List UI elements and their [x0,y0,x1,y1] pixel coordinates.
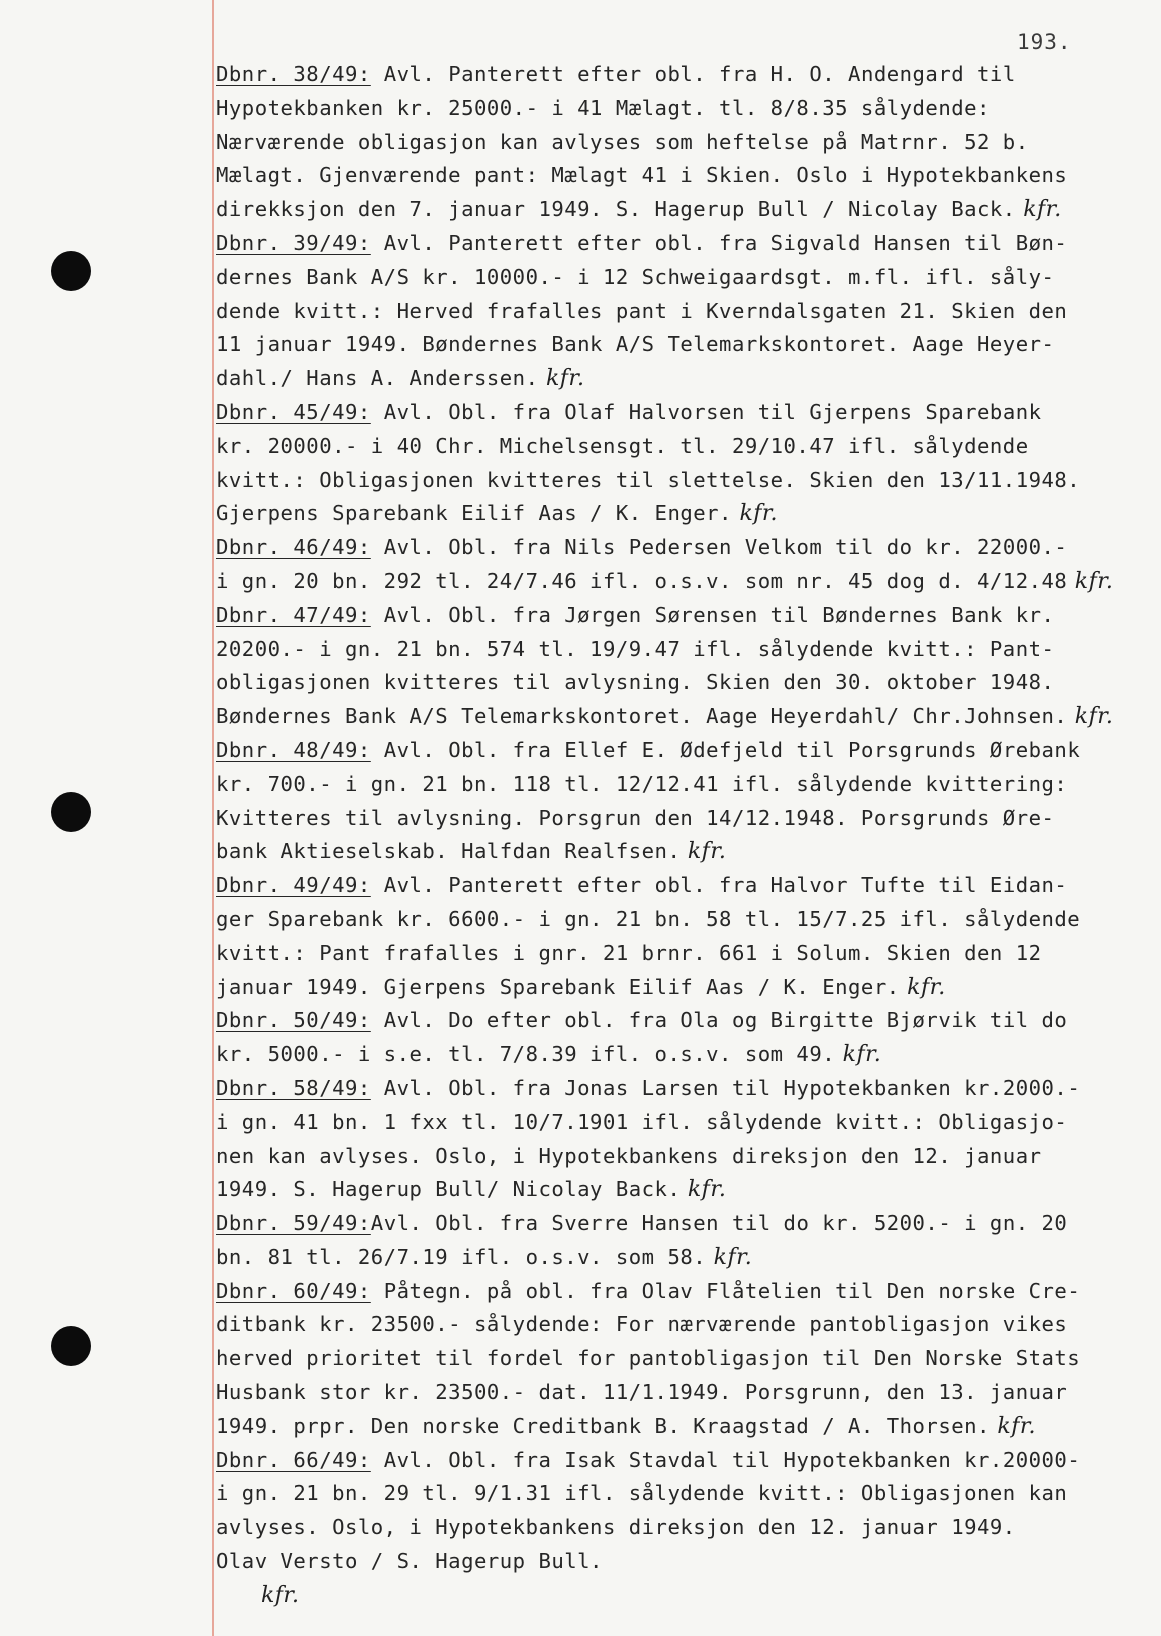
line-text: Avl. Obl. fra Ellef E. Ødefjeld til Porsgrunds Ørebank [370,737,1081,762]
line-text: bn. 81 tl. 26/7.19 ifl. o.s.v. som 58. [216,1244,707,1269]
line-text: januar 1949. Gjerpens Sparebank Eilif Aas / K. Enger. [216,974,900,999]
page-number: 193. [1017,30,1072,54]
handwritten-initials: kfr. [899,974,946,1000]
entry-reference: Dbnr. 45/49: [216,399,371,424]
entry-reference: Dbnr. 48/49: [216,737,371,762]
line-text: Avl. Obl. fra Jørgen Sørensen til Bøndernes Bank kr. [370,602,1055,627]
handwritten-initials: kfr. [1067,704,1114,730]
text-line [216,903,1146,937]
entry-reference: Dbnr. 49/49: [216,873,371,898]
entry-reference: Dbnr. 60/49: [216,1278,371,1303]
text-line [216,1410,1146,1444]
entry-reference: Dbnr. 50/49: [216,1008,371,1033]
line-text: Avl. Panterett efter obl. fra H. O. Andengard til [370,62,1016,86]
line-text: kr. 20000.- i 40 Chr. Michelsensgt. tl. 29/10.47 ifl. sålydende [216,433,1029,458]
text-line [216,869,1146,903]
line-text: Avl. Panterett efter obl. fra Sigvald Hansen til Bøn- [370,230,1068,255]
punch-hole [51,251,91,291]
line-text: Avl. Obl. fra Jonas Larsen til Hypotekbanken kr.2000.- [370,1075,1081,1100]
line-text: i gn. 20 bn. 292 tl. 24/7.46 ifl. o.s.v. som nr. 45 dog d. 4/12.48 [216,568,1068,593]
line-text: obligasjonen kvitteres til avlysning. Skien den 30. oktober 1948. [216,670,1055,695]
text-line [216,1004,1146,1038]
punch-hole [51,1326,91,1366]
text-line [216,159,1146,193]
text-line [216,599,1146,633]
line-text: Avl. Panterett efter obl. fra Halvor Tufte til Eidan- [370,873,1068,898]
handwritten-initials: kfr. [731,501,779,527]
text-line [216,1275,1146,1309]
line-text: bank Aktieselskab. Halfdan Realfsen. [216,839,681,864]
handwritten-initials: kfr. [989,1413,1036,1439]
text-line [216,1207,1146,1241]
margin-rule [212,0,214,1636]
line-text: Avl. Do efter obl. fra Ola og Birgitte Bjørvik til do [370,1008,1068,1033]
handwritten-initials: kfr. [1015,197,1062,223]
text-line [216,565,1146,599]
text-line [216,1477,1146,1511]
line-text: Påtegn. på obl. fra Olav Flåtelien til Den norske Cre- [370,1278,1081,1303]
line-text: 1949. S. Hagerup Bull/ Nicolay Back. [216,1177,681,1202]
ledger-text [216,58,1146,1613]
line-text: Avl. Obl. fra Nils Pedersen Velkom til do kr. 22000.- [370,535,1068,560]
text-line [216,1545,1146,1579]
text-line [216,802,1146,836]
line-text: i gn. 21 bn. 29 tl. 9/1.31 ifl. sålydende kvitt.: Obligasjonen kan [216,1481,1068,1506]
line-text: Husbank stor kr. 23500.- dat. 11/1.1949. Porsgrunn, den 13. januar [216,1380,1068,1405]
text-line [216,328,1146,362]
line-text: Bøndernes Bank A/S Telemarkskontoret. Aage Heyerdahl/ Chr.Johnsen. [216,704,1068,729]
handwritten-initials: kfr. [538,366,585,392]
line-text: Mælagt. Gjenværende pant: Mælagt 41 i Skien. Oslo i Hypotekbankens [216,163,1068,188]
entry-reference: Dbnr. 58/49: [216,1075,371,1100]
text-line [216,227,1146,261]
line-text: 1949. prpr. Den norske Creditbank B. Kraagstad / A. Thorsen. [216,1413,990,1438]
entry-reference: Dbnr. 39/49: [216,230,371,255]
text-line [216,666,1146,700]
line-text: kvitt.: Obligasjonen kvitteres til slettelse. Skien den 13/11.1948. [216,467,1081,492]
text-line [216,58,1146,92]
line-text: i gn. 41 bn. 1 fxx tl. 10/7.1901 ifl. sålydende kvitt.: Obligasjo- [216,1109,1068,1134]
text-line [216,497,1146,531]
handwritten-initials: kfr. [216,1582,300,1608]
line-text: nen kan avlyses. Oslo, i Hypotekbankens direksjon den 12. januar [216,1143,1042,1168]
text-line [216,835,1146,869]
line-text: kr. 700.- i gn. 21 bn. 118 tl. 12/12.41 ifl. sålydende kvittering: [216,771,1068,796]
text-line [216,971,1146,1005]
text-line [216,1308,1146,1342]
text-line [216,1140,1146,1174]
handwritten-initials: kfr. [680,1177,727,1203]
line-text: Avl. Obl. fra Olaf Halvorsen til Gjerpens Sparebank [370,399,1042,424]
punch-hole [51,792,91,832]
text-line [216,464,1146,498]
text-line [216,193,1146,227]
line-text: 11 januar 1949. Bøndernes Bank A/S Telemarkskontoret. Aage Heyer- [216,332,1055,357]
line-text: ditbank kr. 23500.- sålydende: For nærværende pantobligasjon vikes [216,1312,1068,1337]
entry-reference: Dbnr. 47/49: [216,602,371,627]
text-line [216,126,1146,160]
line-text: Nærværende obligasjon kan avlyses som heftelse på Matrnr. 52 b. [216,129,1029,154]
text-line [216,700,1146,734]
text-line [216,362,1146,396]
line-text: Hypotekbanken kr. 25000.- i 41 Mælagt. tl. 8/8.35 sålydende: [216,95,990,120]
text-line [216,633,1146,667]
text-line [216,1444,1146,1478]
text-line [216,937,1146,971]
entry-reference: Dbnr. 38/49: [216,62,371,86]
line-text: dernes Bank A/S kr. 10000.- i 12 Schweigaardsgt. m.fl. ifl. såly- [216,264,1055,289]
line-text: Olav Versto / S. Hagerup Bull. [216,1549,603,1574]
text-line [216,734,1146,768]
text-line [216,1106,1146,1140]
line-text: Avl. Obl. fra Sverre Hansen til do kr. 5200.- i gn. 20 [370,1211,1068,1236]
line-text: Kvitteres til avlysning. Porsgrun den 14/12.1948. Porsgrunds Øre- [216,805,1055,830]
text-line [216,430,1146,464]
line-text: herved prioritet til fordel for pantobligasjon til Den Norske Stats [216,1346,1081,1371]
handwritten-initials: kfr. [1067,568,1114,594]
line-text: dahl./ Hans A. Anderssen. [216,366,539,391]
entry-reference: Dbnr. 66/49: [216,1447,371,1472]
text-line [216,768,1146,802]
line-text: 20200.- i gn. 21 bn. 574 tl. 19/9.47 ifl. sålydende kvitt.: Pant- [216,636,1055,661]
text-line [216,261,1146,295]
text-line [216,1173,1146,1207]
text-line [216,1241,1146,1275]
text-line [216,1511,1146,1545]
text-line [216,396,1146,430]
line-text: Gjerpens Sparebank Eilif Aas / K. Enger. [216,501,732,526]
line-text: dende kvitt.: Herved frafalles pant i Kverndalsgaten 21. Skien den [216,298,1068,323]
line-text: kvitt.: Pant frafalles i gnr. 21 brnr. 661 i Solum. Skien den 12 [216,940,1042,965]
line-text: avlyses. Oslo, i Hypotekbankens direksjon den 12. januar 1949. [216,1515,1016,1540]
handwritten-initials: kfr. [835,1042,882,1068]
entry-reference: Dbnr. 59/49: [216,1211,371,1236]
entry-reference: Dbnr. 46/49: [216,535,371,560]
line-text: ger Sparebank kr. 6600.- i gn. 21 bn. 58 tl. 15/7.25 ifl. sålydende [216,906,1081,931]
text-line [216,1376,1146,1410]
line-text: Avl. Obl. fra Isak Stavdal til Hypotekbanken kr.20000- [370,1447,1081,1472]
handwritten-initials: kfr. [706,1244,753,1270]
handwritten-initials: kfr. [680,839,727,865]
text-line [216,1342,1146,1376]
text-line [216,92,1146,126]
line-text: kr. 5000.- i s.e. tl. 7/8.39 ifl. o.s.v. som 49. [216,1042,836,1067]
line-text: direkksjon den 7. januar 1949. S. Hagerup Bull / Nicolay Back. [216,197,1016,222]
text-line [216,1072,1146,1106]
text-line [216,1038,1146,1072]
text-line [216,295,1146,329]
text-line [216,531,1146,565]
text-line [216,1579,1146,1613]
